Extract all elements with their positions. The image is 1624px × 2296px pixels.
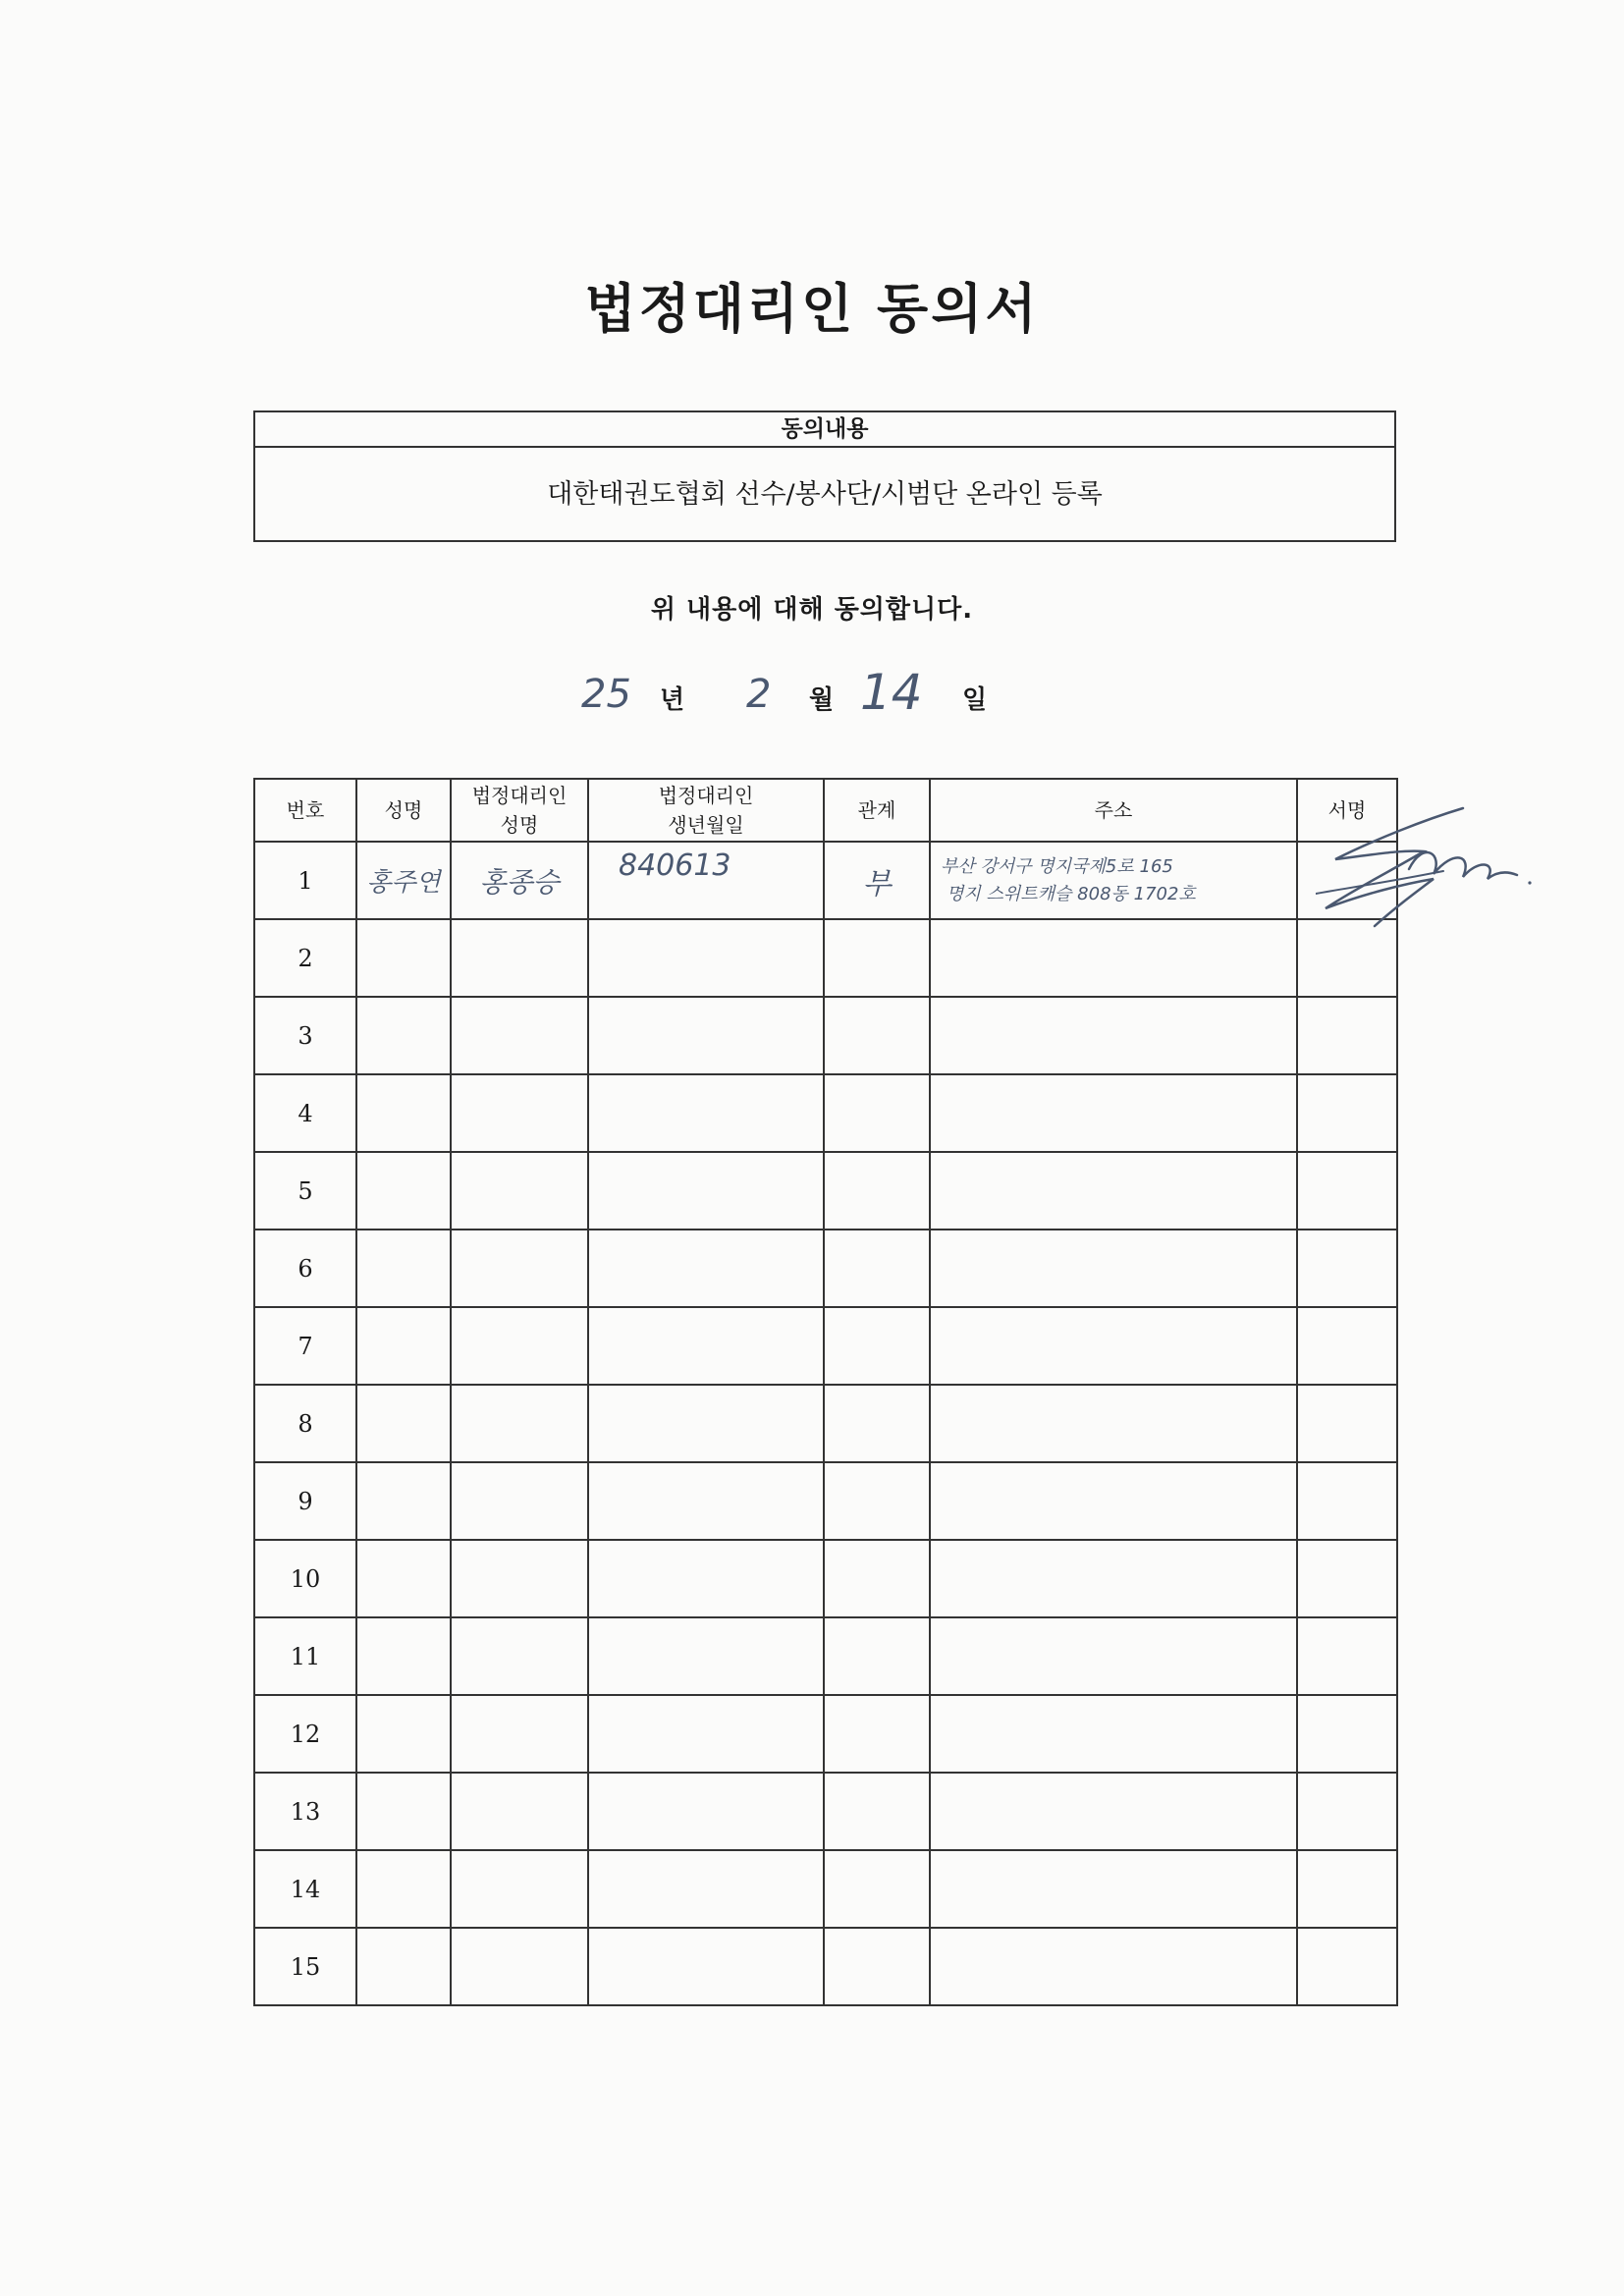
row-number: 8 — [254, 1385, 356, 1462]
relation-cell — [824, 1773, 930, 1850]
relation-cell — [824, 1540, 930, 1617]
header-name: 성명 — [356, 779, 451, 842]
relation-cell — [824, 1230, 930, 1307]
guardian-name-cell — [451, 1928, 588, 2005]
guardian-birth-cell — [588, 1074, 824, 1152]
name-cell — [356, 1773, 451, 1850]
table-row — [254, 1230, 1397, 1307]
table-row — [254, 1773, 1397, 1850]
address-cell — [930, 1928, 1297, 2005]
row-number: 6 — [254, 1230, 356, 1307]
date-month-handwritten: 2 — [746, 672, 772, 717]
address-cell — [930, 1152, 1297, 1230]
guardian-birth-cell — [588, 842, 824, 919]
row-number: 7 — [254, 1307, 356, 1385]
address-cell — [930, 1850, 1297, 1928]
date-line — [0, 0, 1624, 746]
address-cell — [930, 1230, 1297, 1307]
address-cell — [930, 842, 1297, 919]
signature-cell — [1297, 1385, 1397, 1462]
table-row — [254, 1462, 1397, 1540]
row-number: 4 — [254, 1074, 356, 1152]
consent-header: 동의내용 — [255, 412, 1394, 448]
handwritten-guardian-birth: 840613 — [619, 848, 731, 883]
relation-cell — [824, 1695, 930, 1773]
header-guardian-birth-line2: 생년월일 — [668, 813, 744, 837]
row-number: 13 — [254, 1773, 356, 1850]
table-row — [254, 1152, 1397, 1230]
guardian-birth-cell — [588, 997, 824, 1074]
header-relation: 관계 — [824, 779, 930, 842]
table-row — [254, 1307, 1397, 1385]
row-number: 10 — [254, 1540, 356, 1617]
name-cell — [356, 842, 451, 919]
guardian-name-cell — [451, 1617, 588, 1695]
guardian-name-cell — [451, 1307, 588, 1385]
table-row — [254, 842, 1397, 919]
guardian-birth-cell — [588, 1850, 824, 1928]
header-guardian-name-line2: 성명 — [500, 813, 539, 837]
guardian-name-cell — [451, 1462, 588, 1540]
date-year-handwritten: 25 — [581, 672, 631, 717]
guardian-birth-cell — [588, 1928, 824, 2005]
address-cell — [930, 1307, 1297, 1385]
name-cell — [356, 997, 451, 1074]
table-row — [254, 1850, 1397, 1928]
guardian-birth-cell — [588, 1230, 824, 1307]
name-cell — [356, 1695, 451, 1773]
table-row — [254, 1074, 1397, 1152]
signature-cell — [1297, 1230, 1397, 1307]
row-number: 12 — [254, 1695, 356, 1773]
guardian-birth-cell — [588, 1385, 824, 1462]
row-number: 1 — [254, 842, 356, 919]
date-year-unit: 년 — [660, 685, 685, 715]
address-cell — [930, 1773, 1297, 1850]
guardian-birth-cell — [588, 919, 824, 997]
signature-cell — [1297, 1928, 1397, 2005]
row-number: 9 — [254, 1462, 356, 1540]
table-row — [254, 1540, 1397, 1617]
header-guardian-birth-line1: 법정대리인 — [658, 784, 754, 807]
handwritten-guardian-name: 홍종승 — [479, 865, 560, 899]
guardian-birth-cell — [588, 1773, 824, 1850]
row-number: 2 — [254, 919, 356, 997]
date-month-unit: 월 — [809, 685, 835, 715]
guardian-name-cell — [451, 1230, 588, 1307]
address-cell — [930, 1540, 1297, 1617]
signature-cell — [1297, 1540, 1397, 1617]
guardian-name-cell — [451, 1850, 588, 1928]
handwritten-signature — [1316, 800, 1532, 938]
guardian-name-cell — [451, 1540, 588, 1617]
handwritten-name: 홍주연 — [366, 868, 441, 898]
relation-cell — [824, 1152, 930, 1230]
name-cell — [356, 1617, 451, 1695]
guardian-name-cell — [451, 842, 588, 919]
guardian-name-cell — [451, 1773, 588, 1850]
handwritten-address-line2: 명지 스위트캐슬 808동 1702호 — [947, 883, 1196, 904]
guardian-name-cell — [451, 1385, 588, 1462]
header-guardian-name-line1: 법정대리인 — [471, 784, 568, 807]
name-cell — [356, 1385, 451, 1462]
date-day-handwritten: 14 — [860, 664, 923, 721]
header-number: 번호 — [254, 779, 356, 842]
row-number: 3 — [254, 997, 356, 1074]
table-row — [254, 1695, 1397, 1773]
document-title: 법정대리인 동의서 — [584, 278, 1040, 340]
name-cell — [356, 1307, 451, 1385]
relation-cell — [824, 842, 930, 919]
guardian-birth-cell — [588, 1152, 824, 1230]
name-cell — [356, 1230, 451, 1307]
name-cell — [356, 1928, 451, 2005]
name-cell — [356, 1850, 451, 1928]
header-signature: 서명 — [1297, 779, 1397, 842]
row-number: 11 — [254, 1617, 356, 1695]
relation-cell — [824, 1074, 930, 1152]
relation-cell — [824, 1385, 930, 1462]
guardian-birth-cell — [588, 1540, 824, 1617]
registration-table — [253, 778, 1398, 2006]
table-row — [254, 1617, 1397, 1695]
signature-cell — [1297, 1850, 1397, 1928]
guardian-name-cell — [451, 997, 588, 1074]
signature-cell — [1297, 1695, 1397, 1773]
row-number: 15 — [254, 1928, 356, 2005]
guardian-birth-cell — [588, 1462, 824, 1540]
table-row — [254, 1385, 1397, 1462]
name-cell — [356, 1074, 451, 1152]
relation-cell — [824, 1617, 930, 1695]
address-cell — [930, 1617, 1297, 1695]
agreement-statement: 위 내용에 대해 동의합니다. — [650, 595, 974, 625]
relation-cell — [824, 1462, 930, 1540]
table-header-row — [254, 779, 1397, 842]
guardian-name-cell — [451, 919, 588, 997]
signature-cell — [1297, 1773, 1397, 1850]
guardian-name-cell — [451, 1074, 588, 1152]
signature-cell — [1297, 1307, 1397, 1385]
signature-cell — [1297, 1617, 1397, 1695]
name-cell — [356, 1540, 451, 1617]
signature-cell — [1297, 1462, 1397, 1540]
guardian-name-cell — [451, 1695, 588, 1773]
name-cell — [356, 1462, 451, 1540]
guardian-birth-cell — [588, 1695, 824, 1773]
header-address: 주소 — [930, 779, 1297, 842]
address-cell — [930, 919, 1297, 997]
table-row — [254, 997, 1397, 1074]
table-row — [254, 919, 1397, 997]
relation-cell — [824, 997, 930, 1074]
handwritten-address-line1: 부산 강서구 명지국제5로 165 — [941, 855, 1173, 877]
address-cell — [930, 997, 1297, 1074]
table-row — [254, 1928, 1397, 2005]
consent-content-box — [253, 410, 1396, 542]
address-cell — [930, 1462, 1297, 1540]
guardian-birth-cell — [588, 1307, 824, 1385]
signature-cell — [1297, 1074, 1397, 1152]
address-cell — [930, 1385, 1297, 1462]
guardian-birth-cell — [588, 1617, 824, 1695]
name-cell — [356, 1152, 451, 1230]
relation-cell — [824, 1928, 930, 2005]
row-number: 14 — [254, 1850, 356, 1928]
header-guardian-birth — [588, 779, 824, 842]
name-cell — [356, 919, 451, 997]
handwritten-relation: 부 — [862, 866, 892, 902]
consent-text: 대한태권도협회 선수/봉사단/시범단 온라인 등록 — [547, 479, 1103, 510]
date-day-unit: 일 — [962, 685, 988, 715]
address-cell — [930, 1074, 1297, 1152]
relation-cell — [824, 919, 930, 997]
guardian-name-cell — [451, 1152, 588, 1230]
signature-cell — [1297, 997, 1397, 1074]
row-number: 5 — [254, 1152, 356, 1230]
address-cell — [930, 1695, 1297, 1773]
relation-cell — [824, 1307, 930, 1385]
header-guardian-name — [451, 779, 588, 842]
relation-cell — [824, 1850, 930, 1928]
signature-cell — [1297, 1152, 1397, 1230]
